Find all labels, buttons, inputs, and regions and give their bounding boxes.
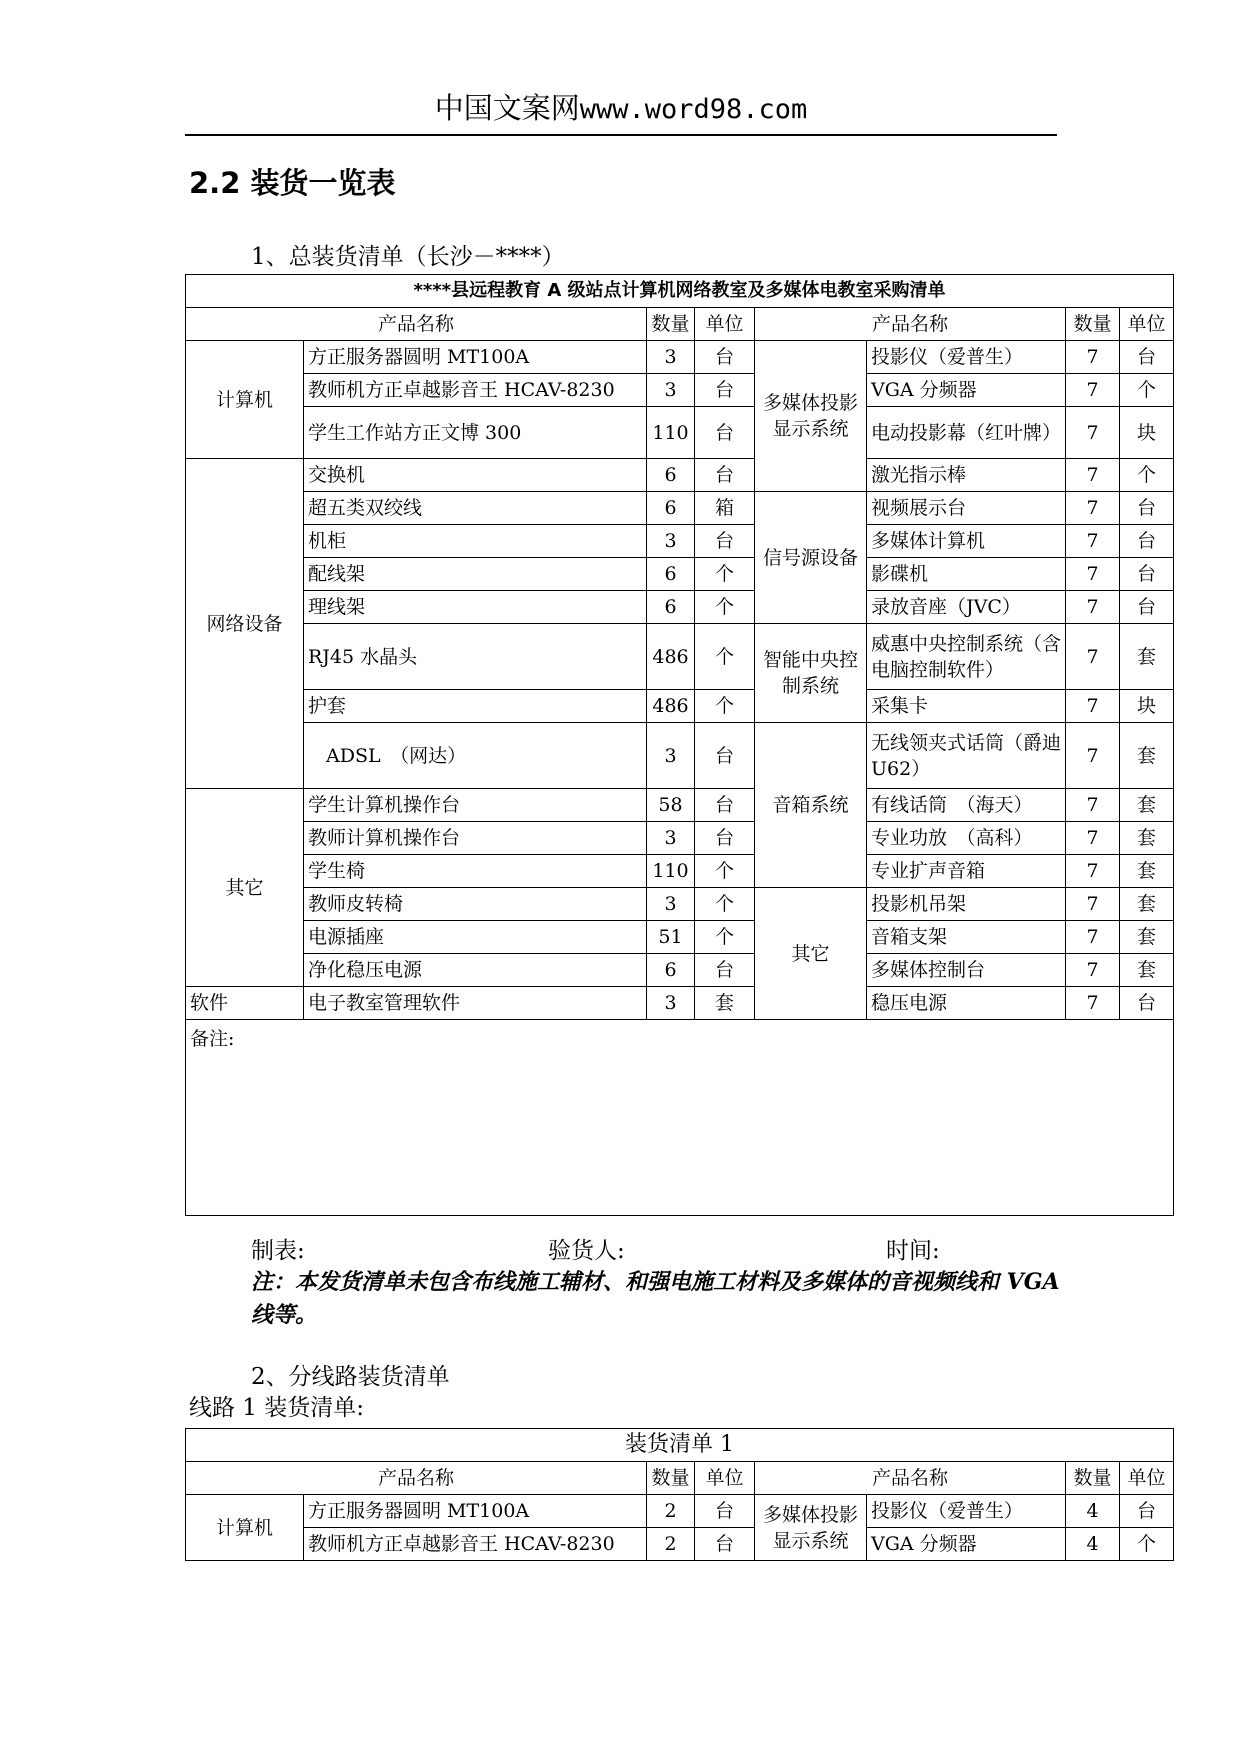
item-name: 激光指示棒 (867, 459, 1066, 492)
item-unit: 个 (695, 624, 755, 690)
item-unit: 套 (1120, 855, 1174, 888)
item-qty: 6 (647, 459, 695, 492)
item-unit: 箱 (695, 492, 755, 525)
item-unit: 台 (695, 954, 755, 987)
subtitle-line-list: 2、分线路装货清单 (251, 1364, 450, 1390)
col-header-product-name: 产品名称 (186, 308, 647, 341)
header-site-name: 中国文案网 (434, 91, 580, 125)
item-name: 视频展示台 (867, 492, 1066, 525)
category-cell: 计算机 (186, 1495, 304, 1561)
category-cell: 其它 (755, 888, 867, 1020)
item-qty: 7 (1066, 525, 1120, 558)
signature-time: 时间: (886, 1238, 940, 1264)
item-name: 净化稳压电源 (304, 954, 647, 987)
signature-inspector: 验货人: (548, 1238, 625, 1264)
item-unit: 个 (695, 921, 755, 954)
item-qty: 110 (647, 407, 695, 459)
item-unit: 套 (1120, 624, 1174, 690)
category-cell: 多媒体投影显示系统 (755, 1495, 867, 1561)
item-name: 稳压电源 (867, 987, 1066, 1020)
line1-label: 线路 1 装货清单: (189, 1395, 365, 1421)
item-name: 投影仪（爱普生） (867, 1495, 1066, 1528)
signature-maker: 制表: (251, 1238, 305, 1264)
item-unit: 台 (695, 723, 755, 789)
item-qty: 7 (1066, 459, 1120, 492)
item-unit: 个 (1120, 374, 1174, 407)
col-header-product-name-right: 产品名称 (755, 1462, 1066, 1495)
remarks-cell (186, 1020, 1174, 1216)
item-unit: 套 (1120, 723, 1174, 789)
col-header-unit-right: 单位 (1120, 308, 1174, 341)
item-qty: 51 (647, 921, 695, 954)
col-header-product-name-right: 产品名称 (755, 308, 1066, 341)
item-qty: 486 (647, 690, 695, 723)
category-cell: 音箱系统 (755, 723, 867, 888)
item-name: ADSL （网达） (304, 723, 647, 789)
item-name: 影碟机 (867, 558, 1066, 591)
remarks-label: 备注: (190, 1028, 235, 1050)
item-name: VGA 分频器 (867, 1528, 1066, 1561)
item-unit: 台 (695, 407, 755, 459)
item-name: 护套 (304, 690, 647, 723)
category-cell: 智能中央控制系统 (755, 624, 867, 723)
shipping-note: 注：本发货清单未包含布线施工辅材、和强电施工材料及多媒体的音视频线和 VGA 线等。 (251, 1269, 1060, 1328)
item-qty: 58 (647, 789, 695, 822)
category-cell: 网络设备 (186, 459, 304, 789)
item-qty: 6 (647, 492, 695, 525)
item-qty: 486 (647, 624, 695, 690)
item-qty: 4 (1066, 1495, 1120, 1528)
item-unit: 台 (1120, 341, 1174, 374)
header-url: www.word98.com (579, 94, 808, 125)
total-shipping-table (185, 274, 1174, 1216)
subtitle-total-list: 1、总装货清单（长沙－****） (251, 244, 565, 270)
item-qty: 3 (647, 723, 695, 789)
item-qty: 3 (647, 888, 695, 921)
page-header (185, 88, 1057, 136)
item-qty: 7 (1066, 954, 1120, 987)
item-name: 专业功放 （高科） (867, 822, 1066, 855)
item-name: 投影仪（爱普生） (867, 341, 1066, 374)
item-name: 有线话筒 （海天） (867, 789, 1066, 822)
item-qty: 110 (647, 855, 695, 888)
item-qty: 7 (1066, 624, 1120, 690)
item-qty: 2 (647, 1495, 695, 1528)
item-qty: 6 (647, 954, 695, 987)
item-name: 学生椅 (304, 855, 647, 888)
item-qty: 7 (1066, 855, 1120, 888)
item-unit: 个 (695, 591, 755, 624)
item-unit: 个 (695, 558, 755, 591)
item-name: 配线架 (304, 558, 647, 591)
item-unit: 个 (695, 855, 755, 888)
item-unit: 套 (695, 987, 755, 1020)
item-unit: 台 (1120, 591, 1174, 624)
category-cell: 计算机 (186, 341, 304, 459)
item-qty: 3 (647, 822, 695, 855)
category-cell: 信号源设备 (755, 492, 867, 624)
col-header-product-name: 产品名称 (186, 1462, 647, 1495)
table2-caption: 装货清单 1 (186, 1429, 1174, 1462)
item-name: 专业扩声音箱 (867, 855, 1066, 888)
item-name: 电动投影幕（红叶牌） (867, 407, 1066, 459)
col-header-unit: 单位 (695, 308, 755, 341)
item-unit: 套 (1120, 921, 1174, 954)
col-header-quantity-right: 数量 (1066, 1462, 1120, 1495)
item-unit: 台 (1120, 558, 1174, 591)
item-qty: 7 (1066, 558, 1120, 591)
item-name: 电子教室管理软件 (304, 987, 647, 1020)
item-name: 教师机方正卓越影音王 HCAV-8230 (304, 1528, 647, 1561)
item-qty: 6 (647, 591, 695, 624)
item-name: 交换机 (304, 459, 647, 492)
item-qty: 7 (1066, 341, 1120, 374)
category-cell: 多媒体投影显示系统 (755, 341, 867, 492)
item-unit: 个 (695, 690, 755, 723)
item-name: 方正服务器圆明 MT100A (304, 1495, 647, 1528)
item-name: 录放音座（JVC） (867, 591, 1066, 624)
item-qty: 7 (1066, 492, 1120, 525)
item-qty: 3 (647, 987, 695, 1020)
item-qty: 7 (1066, 789, 1120, 822)
item-name: 教师皮转椅 (304, 888, 647, 921)
item-qty: 7 (1066, 723, 1120, 789)
col-header-quantity: 数量 (647, 308, 695, 341)
item-qty: 4 (1066, 1528, 1120, 1561)
item-name: 理线架 (304, 591, 647, 624)
item-unit: 套 (1120, 954, 1174, 987)
item-qty: 3 (647, 341, 695, 374)
item-name: 投影机吊架 (867, 888, 1066, 921)
item-unit: 台 (695, 374, 755, 407)
item-name: 采集卡 (867, 690, 1066, 723)
item-unit: 台 (695, 341, 755, 374)
item-unit: 台 (1120, 987, 1174, 1020)
item-qty: 7 (1066, 822, 1120, 855)
item-qty: 3 (647, 525, 695, 558)
item-qty: 7 (1066, 407, 1120, 459)
item-unit: 台 (1120, 525, 1174, 558)
item-name: RJ45 水晶头 (304, 624, 647, 690)
item-name: VGA 分频器 (867, 374, 1066, 407)
item-name: 音箱支架 (867, 921, 1066, 954)
item-qty: 7 (1066, 921, 1120, 954)
item-unit: 台 (695, 1528, 755, 1561)
item-unit: 台 (695, 1495, 755, 1528)
col-header-quantity: 数量 (647, 1462, 695, 1495)
item-name: 电源插座 (304, 921, 647, 954)
table-caption: ****县远程教育 A 级站点计算机网络教室及多媒体电教室采购清单 (186, 275, 1174, 308)
section-title: 2.2 装货一览表 (189, 166, 396, 200)
col-header-unit: 单位 (695, 1462, 755, 1495)
item-unit: 台 (695, 822, 755, 855)
item-qty: 7 (1066, 591, 1120, 624)
item-qty: 7 (1066, 374, 1120, 407)
item-name: 多媒体控制台 (867, 954, 1066, 987)
item-unit: 块 (1120, 690, 1174, 723)
col-header-quantity-right: 数量 (1066, 308, 1120, 341)
item-unit: 台 (1120, 1495, 1174, 1528)
item-name: 教师机方正卓越影音王 HCAV-8230 (304, 374, 647, 407)
category-cell: 其它 (186, 789, 304, 987)
item-name: 教师计算机操作台 (304, 822, 647, 855)
item-qty: 6 (647, 558, 695, 591)
item-unit: 个 (695, 888, 755, 921)
item-qty: 7 (1066, 690, 1120, 723)
item-unit: 套 (1120, 789, 1174, 822)
item-name: 超五类双绞线 (304, 492, 647, 525)
item-qty: 2 (647, 1528, 695, 1561)
item-name: 威惠中央控制系统（含电脑控制软件） (867, 624, 1066, 690)
item-unit: 套 (1120, 888, 1174, 921)
item-name: 无线领夹式话筒（爵迪 U62） (867, 723, 1066, 789)
line1-shipping-table (185, 1428, 1174, 1561)
item-unit: 台 (695, 789, 755, 822)
item-unit: 个 (1120, 1528, 1174, 1561)
item-name: 学生工作站方正文博 300 (304, 407, 647, 459)
item-name: 多媒体计算机 (867, 525, 1066, 558)
item-unit: 台 (695, 525, 755, 558)
item-unit: 套 (1120, 822, 1174, 855)
item-qty: 3 (647, 374, 695, 407)
item-unit: 块 (1120, 407, 1174, 459)
item-qty: 7 (1066, 987, 1120, 1020)
item-qty: 7 (1066, 888, 1120, 921)
item-name: 方正服务器圆明 MT100A (304, 341, 647, 374)
category-cell: 软件 (186, 987, 304, 1020)
item-unit: 个 (1120, 459, 1174, 492)
item-name: 学生计算机操作台 (304, 789, 647, 822)
col-header-unit-right: 单位 (1120, 1462, 1174, 1495)
item-unit: 台 (695, 459, 755, 492)
item-name: 机柜 (304, 525, 647, 558)
item-unit: 台 (1120, 492, 1174, 525)
